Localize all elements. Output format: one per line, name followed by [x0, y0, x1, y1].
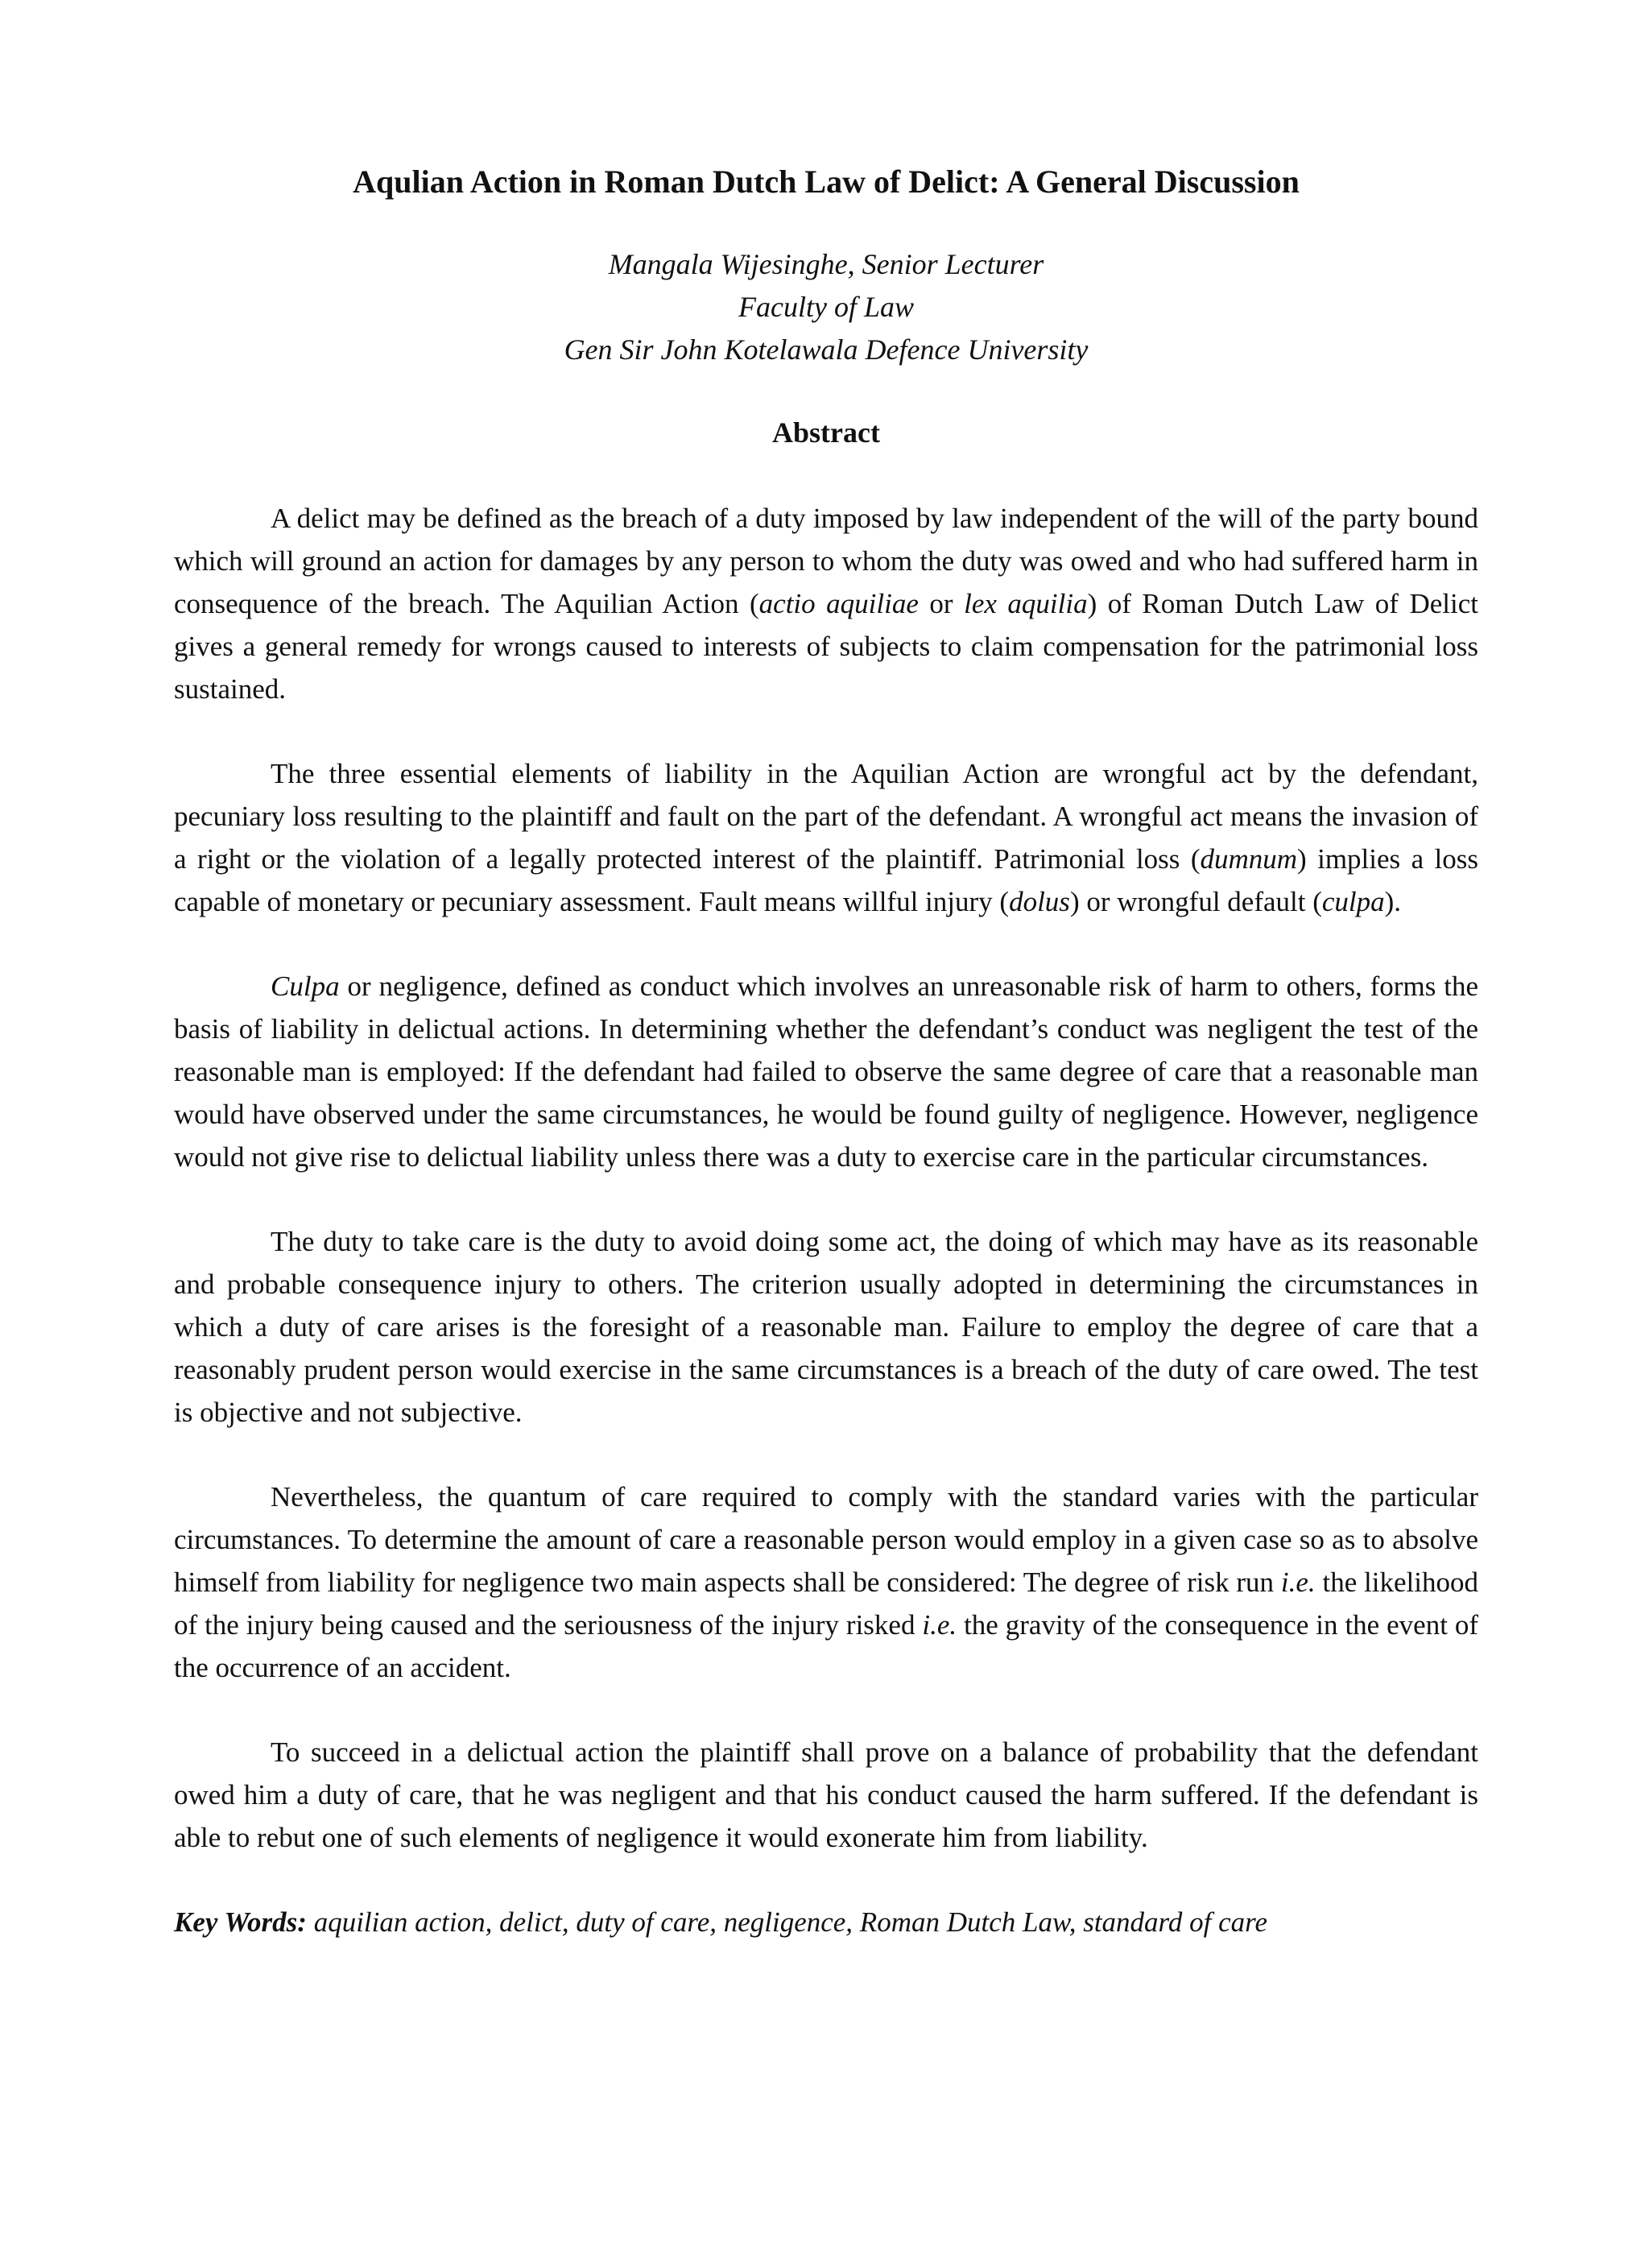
text-run: The three essential elements of liability in the Aquilian Action are wrongful act by the defendant, pecuniary loss resulting to the plaintiff and fault on the part of the defendant. A wrongful act means the invasion of a right or the violation of a legally protected interest of the plaintiff. Patrimonial loss ( [174, 758, 1478, 875]
author-name: Mangala Wijesinghe, Senior Lecturer [608, 248, 1044, 280]
italic-term: dolus [1009, 886, 1070, 917]
italic-term: dumnum [1200, 843, 1298, 875]
text-run: the gravity of the consequence in the event of the occurrence of an accident. [174, 1609, 1478, 1683]
italic-term: actio aquiliae [758, 588, 919, 619]
paper-title: Aqulian Action in Roman Dutch Law of Delict: A General Discussion [353, 163, 1300, 200]
keywords-list: aquilian action, delict, duty of care, negligence, Roman Dutch Law, standard of care [306, 1906, 1267, 1938]
abstract-paragraph-2 [174, 752, 1478, 923]
text-run: or negligence, defined as conduct which involves an unreasonable risk of harm to others, forms the basis of liability in delictual actions. In determining whether the defendant’s conduct was negligent the test of the reasonable man is employed: If the defendant had failed to observe the same degree of care that a reasonable man would have observed under the same circumstances, he would be found guilty of negligence. However, negligence would not give rise to delictual liability unless there was a duty to exercise care in the particular circumstances. [174, 971, 1478, 1173]
abstract-paragraph-4: The duty to take care is the duty to avoid doing some act, the doing of which may have as its reasonable and probable consequence injury to others. The criterion usually adopted in determining the circumstances in which a duty of care arises is the foresight of a reasonable man. Failure to employ the degree of care that a reasonably prudent person would exercise in the same circumstances is a breach of the duty of care owed. The test is objective and not subjective. [174, 1226, 1478, 1428]
abstract-paragraph-6: To succeed in a delictual action the plaintiff shall prove on a balance of probability that the defendant owed him a duty of care, that he was negligent and that his conduct caused the harm suffered. If the defendant is able to rebut one of such elements of negligence it would exonerate him from liability. [174, 1736, 1478, 1853]
text-run: ) implies a loss capable of monetary or pecuniary assessment. Fault means willful injury ( [174, 843, 1478, 917]
text-run: ). [1384, 886, 1402, 917]
paper-page [174, 161, 1478, 1943]
text-run: or [918, 588, 965, 619]
text-run: ) or wrongful default ( [1069, 886, 1322, 917]
italic-term: i.e. [1280, 1566, 1316, 1598]
author-faculty: Faculty of Law [738, 291, 914, 323]
keywords-label: Key Words: [174, 1906, 307, 1938]
italic-term: i.e. [922, 1609, 957, 1641]
italic-term: Culpa [271, 971, 340, 1002]
abstract-paragraph-5 [174, 1475, 1478, 1689]
abstract-paragraph-3 [174, 965, 1478, 1178]
keywords-line [174, 1901, 1478, 1943]
abstract-heading: Abstract [772, 416, 880, 449]
author-university: Gen Sir John Kotelawala Defence University [564, 333, 1089, 366]
italic-term: lex aquilia [964, 588, 1088, 619]
text-run: A delict may be defined as the breach of a duty imposed by law independent of the will of the party bound which will ground an action for damages by any person to whom the duty was owed and who had suffered harm in consequence of the breach. The Aquilian Action ( [174, 503, 1478, 619]
author-block [174, 243, 1478, 371]
text-run: the likelihood of the injury being caused and the seriousness of the injury risked [174, 1566, 1478, 1641]
text-run: ) of Roman Dutch Law of Delict gives a general remedy for wrongs caused to interests of subjects to claim compensation for the patrimonial loss sustained. [174, 588, 1479, 705]
italic-term: culpa [1321, 886, 1385, 917]
abstract-paragraph-1 [174, 497, 1478, 710]
text-run: Nevertheless, the quantum of care required to comply with the standard varies with the particular circumstances. To determine the amount of care a reasonable person would employ in a given case so as to absolve himself from liability for negligence two main aspects shall be considered: The degree of risk run [174, 1481, 1478, 1598]
